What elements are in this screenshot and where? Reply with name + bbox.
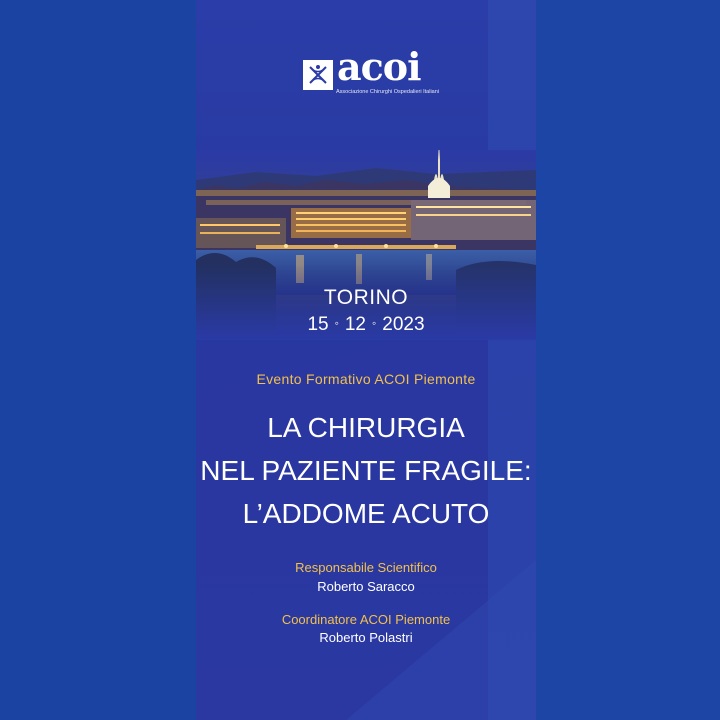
title-line: L’ADDOME ACUTO <box>242 498 490 529</box>
date-separator: ◦ <box>372 315 377 330</box>
acoi-logo <box>303 44 440 98</box>
event-date <box>196 314 536 336</box>
date-year: 2023 <box>382 314 425 335</box>
date-day: 15 <box>307 314 329 335</box>
caduceus-icon <box>303 60 333 90</box>
credit-name-scientific: Roberto Saracco <box>317 579 415 594</box>
credit-role-coordinator: Coordinatore ACOI Piemonte <box>281 612 451 627</box>
credit-role-scientific: Responsabile Scientifico <box>295 560 437 575</box>
logo-subtitle: Associazione Chirurghi Ospedalieri Italiani <box>336 89 440 95</box>
event-city: TORINO <box>323 286 409 309</box>
title-line: LA CHIRURGIA <box>267 412 465 443</box>
event-label: Evento Formativo ACOI Piemonte <box>256 371 476 387</box>
event-title <box>196 406 536 535</box>
credit-name-coordinator: Roberto Polastri <box>319 630 413 645</box>
logo-wordmark: acoi <box>337 44 421 89</box>
date-separator: ◦ <box>334 315 339 330</box>
date-month: 12 <box>344 314 366 335</box>
title-line: NEL PAZIENTE FRAGILE: <box>200 455 532 486</box>
turin-night-photo <box>196 150 536 340</box>
background-left <box>0 0 196 720</box>
background-right <box>536 0 720 720</box>
